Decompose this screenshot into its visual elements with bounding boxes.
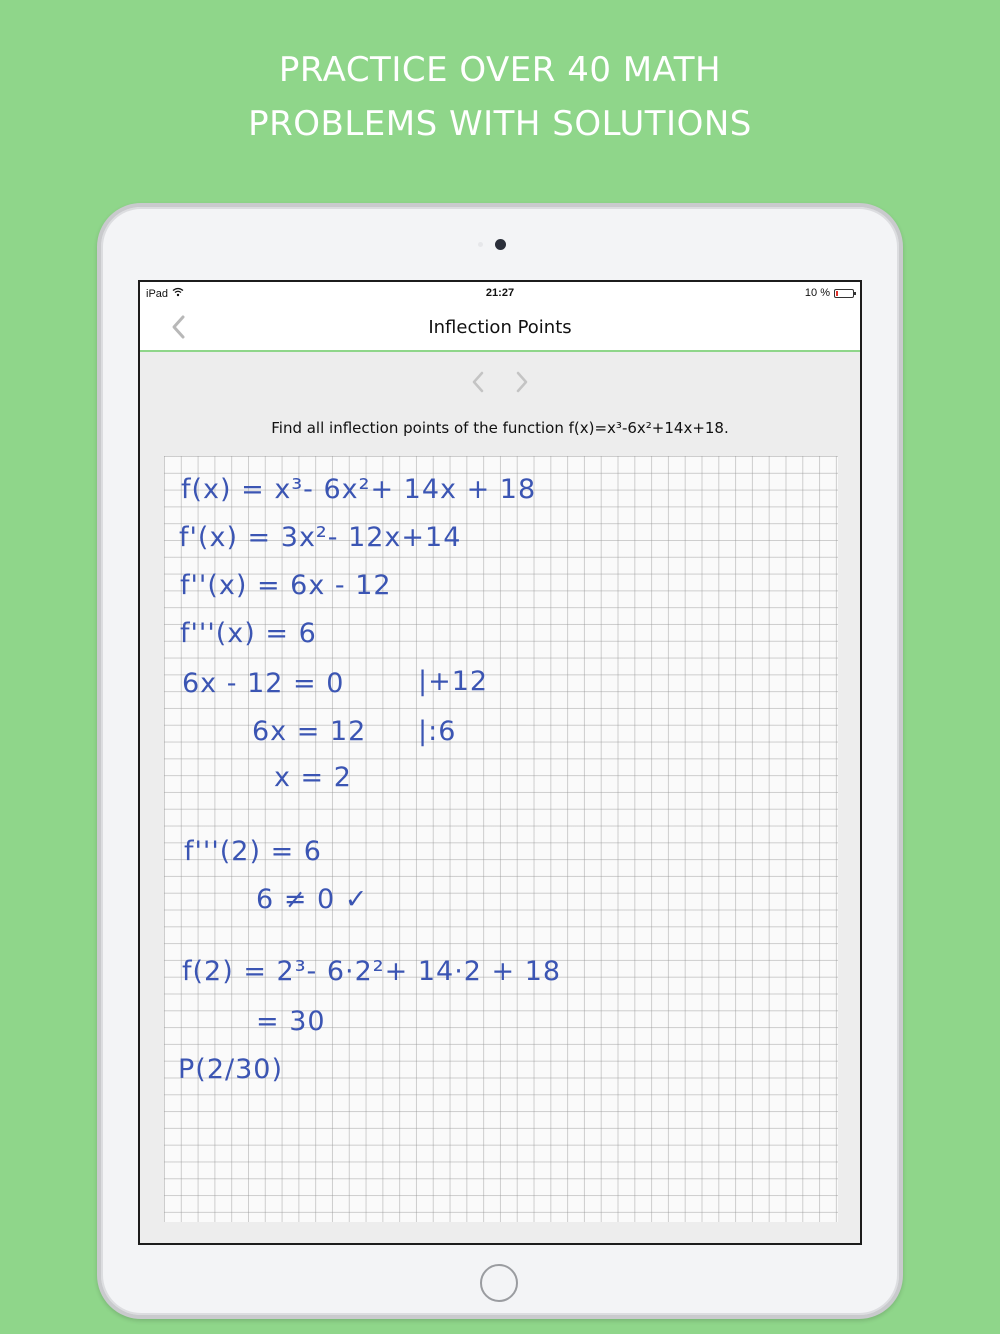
status-time: 21:27 — [485, 287, 515, 299]
app-screen — [138, 280, 862, 1245]
solution-line: f''(x) = 6x - 12 — [180, 570, 392, 601]
solution-line: = 30 — [256, 1006, 326, 1037]
promo-headline-line2: PROBLEMS WITH SOLUTIONS — [248, 104, 752, 144]
home-button[interactable] — [480, 1264, 518, 1302]
solution-line: 6 ≠ 0 ✓ — [256, 884, 369, 915]
previous-problem-button[interactable] — [468, 370, 488, 394]
solution-line: P(2/30) — [178, 1054, 283, 1085]
front-sensor — [478, 242, 483, 247]
battery-percent: 10 % — [804, 287, 830, 299]
solution-image — [164, 456, 838, 1222]
solution-line: f(x) = x³- 6x²+ 14x + 18 — [181, 474, 537, 505]
page-title: Inflection Points — [428, 317, 572, 338]
promo-headline-line1: PRACTICE OVER 40 MATH — [278, 50, 722, 90]
battery-icon — [834, 289, 854, 298]
solution-line: f'(x) = 3x²- 12x+14 — [179, 522, 462, 553]
solution-note: |+12 — [418, 666, 489, 697]
chevron-right-icon — [512, 370, 532, 394]
solution-line: 6x - 12 = 0 — [182, 668, 345, 699]
status-bar — [140, 282, 860, 304]
solution-note: |:6 — [418, 716, 457, 747]
front-camera — [495, 239, 506, 250]
solution-line: f'''(x) = 6 — [180, 618, 317, 649]
device-name: iPad — [146, 287, 169, 300]
solution-line: 6x = 12 — [252, 716, 367, 747]
navigation-bar — [140, 304, 860, 352]
solution-line: f'''(2) = 6 — [184, 836, 322, 867]
next-problem-button[interactable] — [512, 370, 532, 394]
chevron-left-icon — [468, 370, 488, 394]
solution-line: f(2) = 2³- 6·2²+ 14·2 + 18 — [182, 956, 562, 987]
solution-line: x = 2 — [274, 762, 352, 793]
problem-statement: Find all inflection points of the function f(x)=x³-6x²+14x+18. — [271, 419, 729, 437]
